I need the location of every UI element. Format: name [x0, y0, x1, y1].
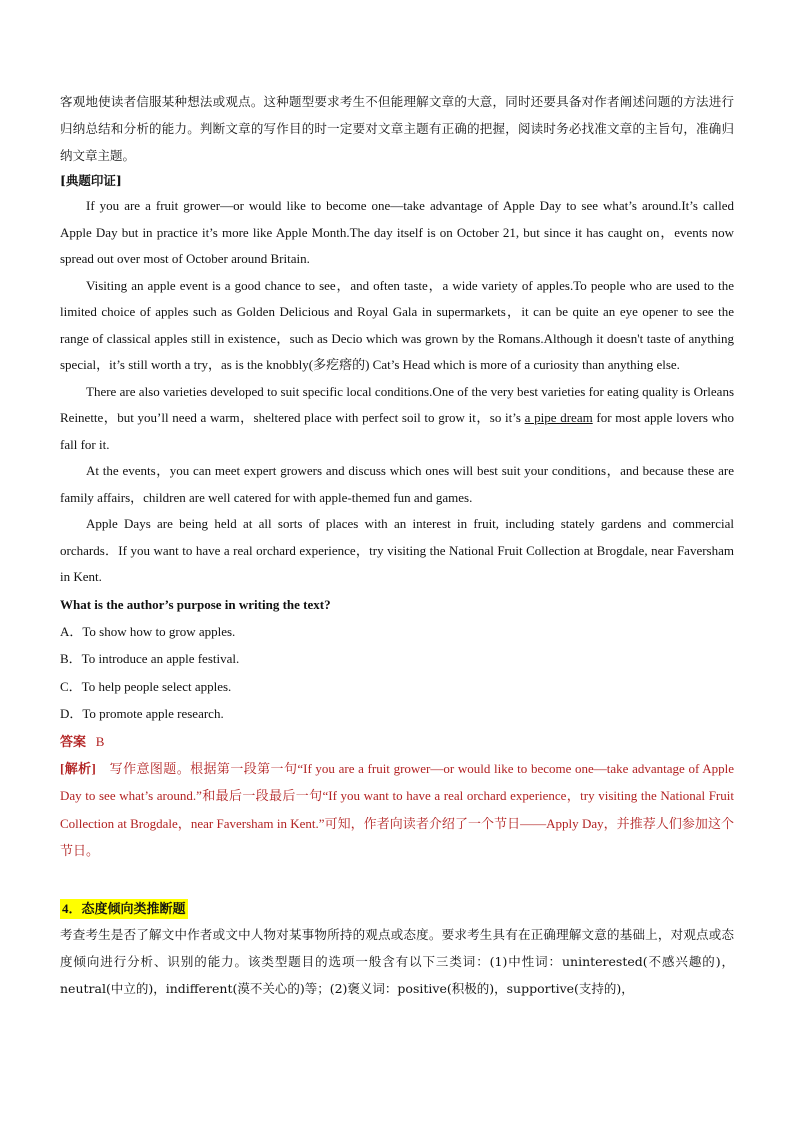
section-4-paragraph: 考查考生是否了解文中作者或文中人物对某事物所持的观点或态度。要求考生具有在正确理解文意的基础上，对观点或态度倾向进行分析、识别的能力。该类型题目的选项一般含有以下三类词：(1)中性词：uninterested(不感兴趣的)，neutral(中立的)，indifferent(漠不关心的)等；(2)褒义词：positive(积极的)，supportive(支持的)，	[60, 926, 734, 996]
option-c: C．To help people select apples.	[60, 678, 232, 694]
answer-label: 答案	[60, 733, 87, 749]
example-heading: [典题印证]	[60, 173, 122, 188]
option-b: B．To introduce an apple festival.	[60, 651, 240, 666]
answer-value: B	[95, 733, 105, 749]
intro-paragraph: 客观地使读者信服某种想法或观点。这种题型要求考生不但能理解文章的大意，同时还要具备对作者阐述问题的方法进行归纳总结和分析的能力。判断文章的写作目的时一定要对文章主题有正确的把握，阅读时务必找准文章的主旨句，准确归纳文章主题。	[60, 94, 734, 163]
passage-paragraph-1: If you are a fruit grower—or would like to become one—take advantage of Apple Day to see what’s around.It’s called Apple Day but in practice it’s more like Apple Month.The day itself is on October 21, but since it has caught on，events now spread out over most of October around Britain.	[60, 198, 734, 266]
option-a: A．To show how to grow apples.	[60, 623, 236, 639]
document-page	[60, 88, 734, 1002]
answer-line	[60, 728, 734, 755]
analysis-paragraph	[60, 755, 734, 865]
passage-paragraph-3-text-a: There are also varieties developed to suit specific local conditions.One of the very best varieties for eating quality is Orleans Reinette，but you’ll need a warm，sheltered place with perfect soil to grow it，so it’s	[60, 383, 734, 425]
option-d: D．To promote apple research.	[60, 706, 224, 721]
underlined-phrase: a pipe dream	[524, 410, 593, 425]
passage-paragraph-3	[60, 379, 734, 459]
passage-paragraph-4: At the events，you can meet expert growers and discuss which ones will best suit your conditions，and because these are family affairs，children are well catered for with apple-themed fun and games.	[60, 463, 734, 505]
passage-paragraph-2: Visiting an apple event is a good chance to see，and often taste，a wide variety of apples.To people who are used to the limited choice of apples such as Golden Delicious and Royal Gala in supermarkets，it can be quite an eye opener to see the range of classical apples still in existence，such as Decio which was grown by the Romans.Although it doesn't taste of anything special，it’s still worth a try，as is the knobbly(多疙瘩的) Cat’s Head which is more of a curiosity than anything else.	[60, 277, 734, 372]
passage-paragraph-3-text-b: for most apple lovers who fall for it.	[60, 410, 734, 452]
section-4-title: 4．态度倾向类推断题	[60, 899, 188, 919]
question-text: What is the author’s purpose in writing the text?	[60, 596, 331, 612]
passage-paragraph-5: Apple Days are being held at all sorts of places with an interest in fruit, including stately gardens and commercial orchards．If you want to have a real orchard experience，try visiting the National Fruit Collection at Brogdale, near Faversham in Kent.	[60, 516, 734, 584]
analysis-text: 写作意图题。根据第一段第一句“If you are a fruit grower—or would like to become one—take advantage of Apple Day to see what’s around.”和最后一段最后一句“If you want to have a real orchard experience，try visiting the National Fruit Collection at Brogdale，near Faversham in Kent.”可知，作者向读者介绍了一个节日——Apply Day，并推荐人们参加这个节日。	[60, 760, 734, 858]
analysis-tag: [解析]	[60, 760, 96, 776]
